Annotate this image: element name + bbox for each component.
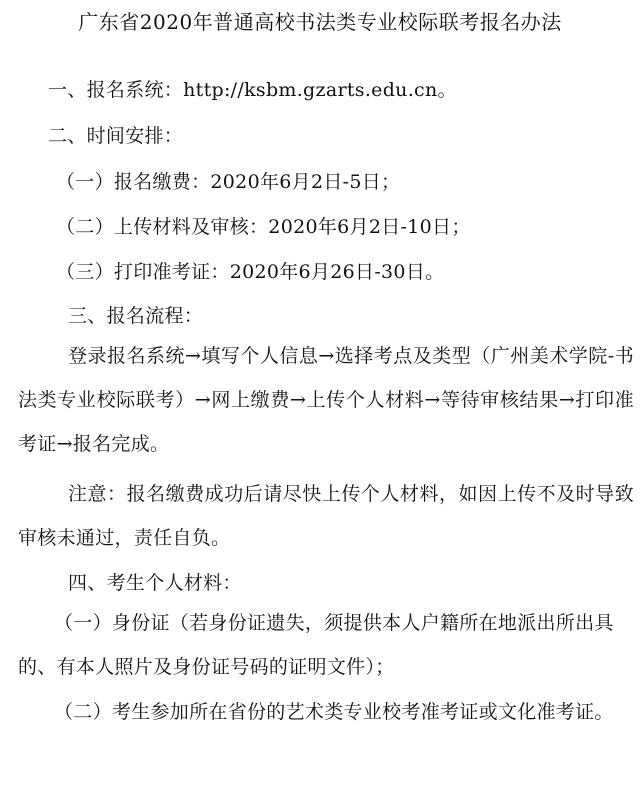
section-schedule-heading: 二、时间安排：: [48, 125, 184, 147]
schedule-item-print: （三）打印准考证：2020年6月26日-30日。: [56, 261, 445, 283]
notice-paragraph: 注意：报名缴费成功后请尽快上传个人材料，如因上传不及时导致审核未通过，责任自负。: [18, 483, 634, 549]
schedule-item-upload: （二）上传材料及审核：2020年6月2日-10日；: [56, 216, 471, 238]
materials-item-id-card: （一）身份证（若身份证遗失，须提供本人户籍所在地派出所出具的、有本人照片及身份证号码的证明文件）；: [18, 612, 614, 678]
section-registration-system: 一、报名系统：http://ksbm.gzarts.edu.cn。: [48, 79, 457, 101]
document-title: 广东省2020年普通高校书法类专业校际联考报名办法: [78, 10, 562, 34]
process-paragraph: 登录报名系统→填写个人信息→选择考点及类型（广州美术学院-书法类专业校际联考）→网上缴费→上传个人材料→等待审核结果→打印准考证→报名完成。: [18, 345, 634, 455]
schedule-item-payment: （一）报名缴费：2020年6月2日-5日；: [56, 171, 401, 193]
section-process-heading: 三、报名流程：: [68, 305, 204, 327]
materials-item-admission-ticket: （二）考生参加所在省份的艺术类专业校考准考证或文化准考证。: [54, 701, 614, 723]
section-materials-heading: 四、考生个人材料：: [68, 572, 242, 594]
